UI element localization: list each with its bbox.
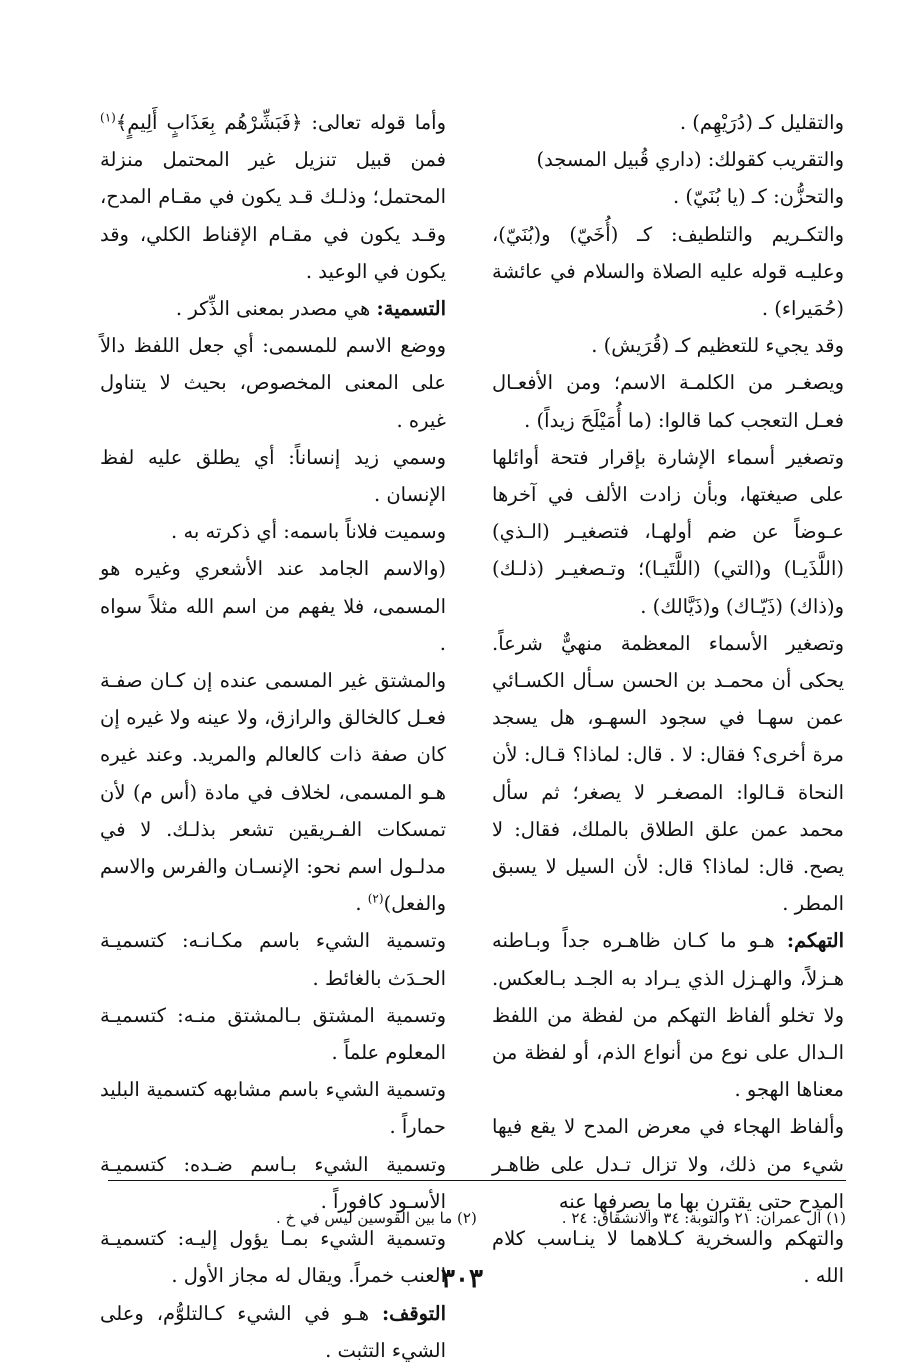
paragraph: والمشتق غير المسمى عنده إن كـان صفـة فعـل كالخالق والرازق، ولا عينه ولا غيره إن كان صفة ذات كالعالم والمريد. وعند غيره هـو المسمى، لخلاف في مادة (أس م) لأن تمسكات الفـريقين تشعر بذلـك. لا في مدلـول اسم نحو: الإنسـان والفرس والاسم والفعل)$^{(٢)}$ . xyxy=(100,669,446,916)
paragraph-tasmiya: التسمية: هي مصدر بمعنى الذِّكر . xyxy=(175,297,446,321)
paragraph: (والاسم الجامد عند الأشعري وغيره هو المسمى، فلا يفهم من اسم الله مثلاً سواه . xyxy=(100,557,446,655)
term-heading: التوقف: xyxy=(381,1301,446,1325)
page-number: ٣٠٣ xyxy=(441,1264,483,1294)
paragraph-tawaqquf: التوقف: هـو في الشيء كـالتلوُّم، وعلى الشيء التثبت . xyxy=(100,1301,446,1362)
paragraph: وتسمية الشيء باسم مشابهه كتسمية البليد حماراً . xyxy=(100,1078,446,1139)
footnote-marker: (١) xyxy=(100,110,116,125)
term-heading: التهكم: xyxy=(786,929,844,953)
paragraph: ويصغـر من الكلمـة الاسم؛ ومن الأفعـال فعـل التعجب كما قالوا: (ما أُمَيْلَحَ زيداً) . xyxy=(492,371,844,432)
paragraph: والتقريب كقولك: (داري قُبيل المسجد) xyxy=(536,148,844,172)
paragraph: وتسمية الشيء باسم مكـانـه: كتسميـة الحـدَث بالغائط . xyxy=(100,929,446,990)
paragraph: والتقليل كـ (دُرَيْهِم) . xyxy=(679,111,844,134)
paragraph: وتصغير أسماء الإشارة بإقرار فتحة أوائلها على صيغتها، وبأن زادت الألف في آخرها عـوضاً عن ضم أولهـا، فتصغيـر (الـذي) (اللَّذَيـا) و(التي) (اللَّتَيـا)؛ وتـصغيـر (ذلـك) و(ذاك) (ذَيّـاك) و(ذَيَّالك) . xyxy=(492,445,844,618)
term-heading: التسمية: xyxy=(376,297,446,321)
footnote-1: (١) آل عمران: ٢١ والتوبة: ٣٤ والانشقاق: ٢٤ . xyxy=(561,1209,846,1227)
paragraph: وألفاظ الهجاء في معرض المدح لا يقع فيها شيء من ذلك، ولا تزال تـدل على ظاهـر المدح حتى يقترن بها ما يصرفها عنه xyxy=(492,1115,844,1213)
paragraph: والتكـريم والتلطيف: كـ (أُخَيّ) و(بُنَيّ)، وعليـه قوله عليه الصلاة والسلام في عائشة (حُمَيراء) . xyxy=(492,222,844,321)
paragraph: والتهكم والسخرية كـلاهما لا ينـاسب كلام الله . xyxy=(492,1227,844,1288)
paragraph: والتحزُّن: كـ (يا بُنَيّ) . xyxy=(672,185,844,209)
paragraph: وأما قوله تعالى: ﴿فَبَشِّرْهُم بِعَذَابٍ أَلِيمٍ﴾$^{(١)}$ فمن قبيل تنزيل غير المحتمل منزلة المحتمل؛ وذلـك قـد يكون في مقـام المدح، وقـد يكون في مقـام الإقناط الكلي، وقد يكون في الوعيد . xyxy=(100,110,446,283)
paragraph: وتسمية الشيء بـاسم ضـده: كتسميـة الأسـود كافوراً . xyxy=(100,1152,446,1213)
paragraph: وقد يجيء للتعظيم كـ (قُرَيش) . xyxy=(591,334,844,358)
right-column xyxy=(492,104,844,1295)
paragraph: وتصغير الأسماء المعظمة منهيٌّ شرعاً. يحكى أن محمـد بن الحسن سـأل الكسـائي عمن سهـا في سجود السهـو، هل يسجد مرة أخرى؟ فقال: لا . قال: لماذا؟ قـال: لأن النحاة قـالوا: المصغـر لا يصغر؛ ثم سأل محمد عمن علق الطلاق بالملك، فقال: لا يصح. قال: لماذا؟ قال: لأن السيل لا يسبق المطر . xyxy=(492,631,844,916)
paragraph-tahakkum: التهكم: هـو ما كـان ظاهـره جداً وبـاطنه هـزلاً، والهـزل الذي يـراد به الجـد بـالعكس. ولا تخلو ألفاظ التهكم من لفظة من اللفظ الـدال على نوع من أنواع الذم، أو لفظة من معناها الهجو . xyxy=(492,929,844,1102)
paragraph: وسميت فلاناً باسمه: أي ذكرته به . xyxy=(171,520,446,544)
footnote-marker: (٢) xyxy=(367,891,384,906)
paragraph: وتسمية الشيء بمـا يؤول إليـه: كتسميـة العنب خمراً. ويقال له مجاز الأول . xyxy=(100,1227,446,1288)
paragraph: وسمي زيد إنساناً: أي يطلق عليه لفظ الإنسان . xyxy=(100,445,446,507)
paragraph: ووضع الاسم للمسمى: أي جعل اللفظ دالاً على المعنى المخصوص، بحيث لا يتناول غيره . xyxy=(100,334,446,432)
footnote-divider xyxy=(108,1180,846,1181)
paragraph: وتسمية المشتق بـالمشتق منـه: كتسميـة المعلوم علماً . xyxy=(100,1003,446,1065)
footnote-2: (٢) ما بين القوسين ليس في خ . xyxy=(276,1209,477,1227)
